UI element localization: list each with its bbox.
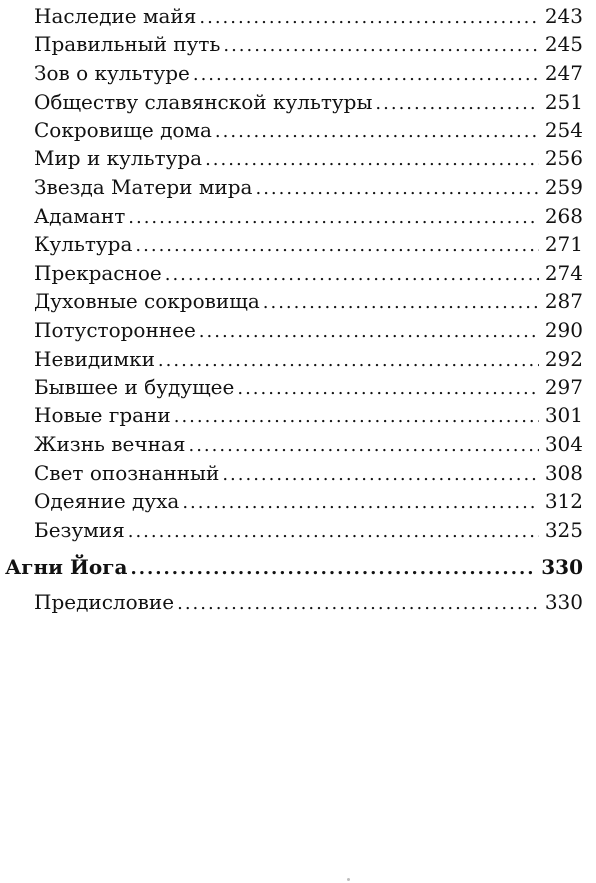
toc-entry-page: 254 bbox=[544, 118, 583, 142]
toc-entry[interactable] bbox=[34, 347, 583, 373]
toc-entry-page: 274 bbox=[544, 261, 583, 285]
toc-entry-title: Зов о культуре bbox=[34, 61, 190, 85]
toc-entry[interactable] bbox=[34, 232, 583, 258]
toc-dot-leader bbox=[199, 6, 538, 30]
toc-entry[interactable] bbox=[34, 32, 583, 58]
toc-entry-page: 268 bbox=[544, 204, 583, 228]
toc-dot-leader bbox=[165, 263, 539, 287]
toc-dot-leader bbox=[223, 34, 538, 58]
toc-entry[interactable] bbox=[34, 461, 583, 487]
toc-entry-title: Жизнь вечная bbox=[34, 432, 186, 456]
toc-entry-page: 243 bbox=[544, 4, 583, 28]
toc-entry[interactable] bbox=[34, 118, 583, 144]
toc-entry[interactable] bbox=[34, 4, 583, 30]
toc-entry[interactable] bbox=[34, 289, 583, 315]
toc-entry[interactable] bbox=[34, 204, 583, 230]
toc-entry-title: Наследие майя bbox=[34, 4, 197, 28]
toc-entry-page: 247 bbox=[544, 61, 583, 85]
toc-entry-page: 287 bbox=[544, 289, 583, 313]
toc-entry-title: Предисловие bbox=[34, 590, 175, 614]
toc-entry-title: Сокровище дома bbox=[34, 118, 212, 142]
toc-entry-page: 325 bbox=[544, 518, 583, 542]
toc-entry-page: 245 bbox=[544, 32, 583, 56]
toc-entry-page: 251 bbox=[544, 90, 583, 114]
toc-dot-leader bbox=[174, 405, 539, 429]
toc-dot-leader bbox=[375, 92, 538, 116]
toc-entry-title: Невидимки bbox=[34, 347, 155, 371]
toc-entry-title: Новые грани bbox=[34, 403, 171, 427]
toc-dot-leader bbox=[237, 377, 538, 401]
toc-dot-leader bbox=[128, 206, 539, 230]
toc-entry[interactable] bbox=[34, 590, 583, 616]
toc-entry-title: Прекрасное bbox=[34, 261, 162, 285]
toc-entry-title: Мир и культура bbox=[34, 146, 203, 170]
toc-entry[interactable] bbox=[34, 318, 583, 344]
toc-entry[interactable] bbox=[34, 432, 583, 458]
toc-entry-title: Культура bbox=[34, 232, 133, 256]
toc-entry-page: 290 bbox=[544, 318, 583, 342]
toc-dot-leader bbox=[215, 120, 539, 144]
toc-entry-page: 271 bbox=[544, 232, 583, 256]
scan-speck bbox=[347, 878, 350, 881]
toc-dot-leader bbox=[205, 148, 539, 172]
toc-entry-title: Потустороннее bbox=[34, 318, 196, 342]
toc-section-entry[interactable] bbox=[5, 555, 583, 581]
toc-entry-title: Адамант bbox=[34, 204, 126, 228]
toc-entry-title: Правильный путь bbox=[34, 32, 221, 56]
toc-entry[interactable] bbox=[34, 403, 583, 429]
toc-dot-leader bbox=[182, 491, 539, 515]
toc-dot-leader bbox=[128, 520, 539, 544]
toc-dot-leader bbox=[177, 592, 539, 616]
toc-entry-page: 304 bbox=[544, 432, 583, 456]
toc-entry-title: Одеяние духа bbox=[34, 489, 180, 513]
toc-entry[interactable] bbox=[34, 489, 583, 515]
toc-entry-page: 259 bbox=[544, 175, 583, 199]
toc-entry-page: 330 bbox=[544, 590, 583, 614]
toc-dot-leader bbox=[199, 320, 539, 344]
toc-dot-leader bbox=[193, 63, 539, 87]
toc-dot-leader bbox=[263, 291, 539, 315]
toc-entry-title: Свет опознанный bbox=[34, 461, 220, 485]
toc-dot-leader bbox=[188, 434, 538, 458]
toc-dot-leader bbox=[222, 463, 539, 487]
toc-entry[interactable] bbox=[34, 175, 583, 201]
toc-entry-page: 292 bbox=[544, 347, 583, 371]
toc-entry-page: 256 bbox=[544, 146, 583, 170]
toc-entry[interactable] bbox=[34, 375, 583, 401]
toc-section-title: Агни Йога bbox=[5, 555, 128, 579]
toc-entry-title: Звезда Матери мира bbox=[34, 175, 253, 199]
toc-dot-leader bbox=[158, 349, 539, 373]
toc-entry-title: Бывшее и будущее bbox=[34, 375, 235, 399]
toc-entry-page: 308 bbox=[544, 461, 583, 485]
toc-entry-title: Обществу славянской культуры bbox=[34, 90, 373, 114]
toc-entry[interactable] bbox=[34, 61, 583, 87]
toc-section-page: 330 bbox=[541, 555, 583, 579]
toc-dot-leader bbox=[135, 234, 538, 258]
toc-entry-page: 312 bbox=[544, 489, 583, 513]
toc-entry[interactable] bbox=[34, 518, 583, 544]
toc-entry-title: Духовные сокровища bbox=[34, 289, 260, 313]
toc-entry[interactable] bbox=[34, 261, 583, 287]
toc-entry-page: 297 bbox=[544, 375, 583, 399]
toc-entry-page: 301 bbox=[544, 403, 583, 427]
toc-dot-leader bbox=[130, 557, 535, 581]
toc-entry[interactable] bbox=[34, 90, 583, 116]
toc-entry-title: Безумия bbox=[34, 518, 125, 542]
toc-entry[interactable] bbox=[34, 146, 583, 172]
toc-dot-leader bbox=[255, 177, 538, 201]
